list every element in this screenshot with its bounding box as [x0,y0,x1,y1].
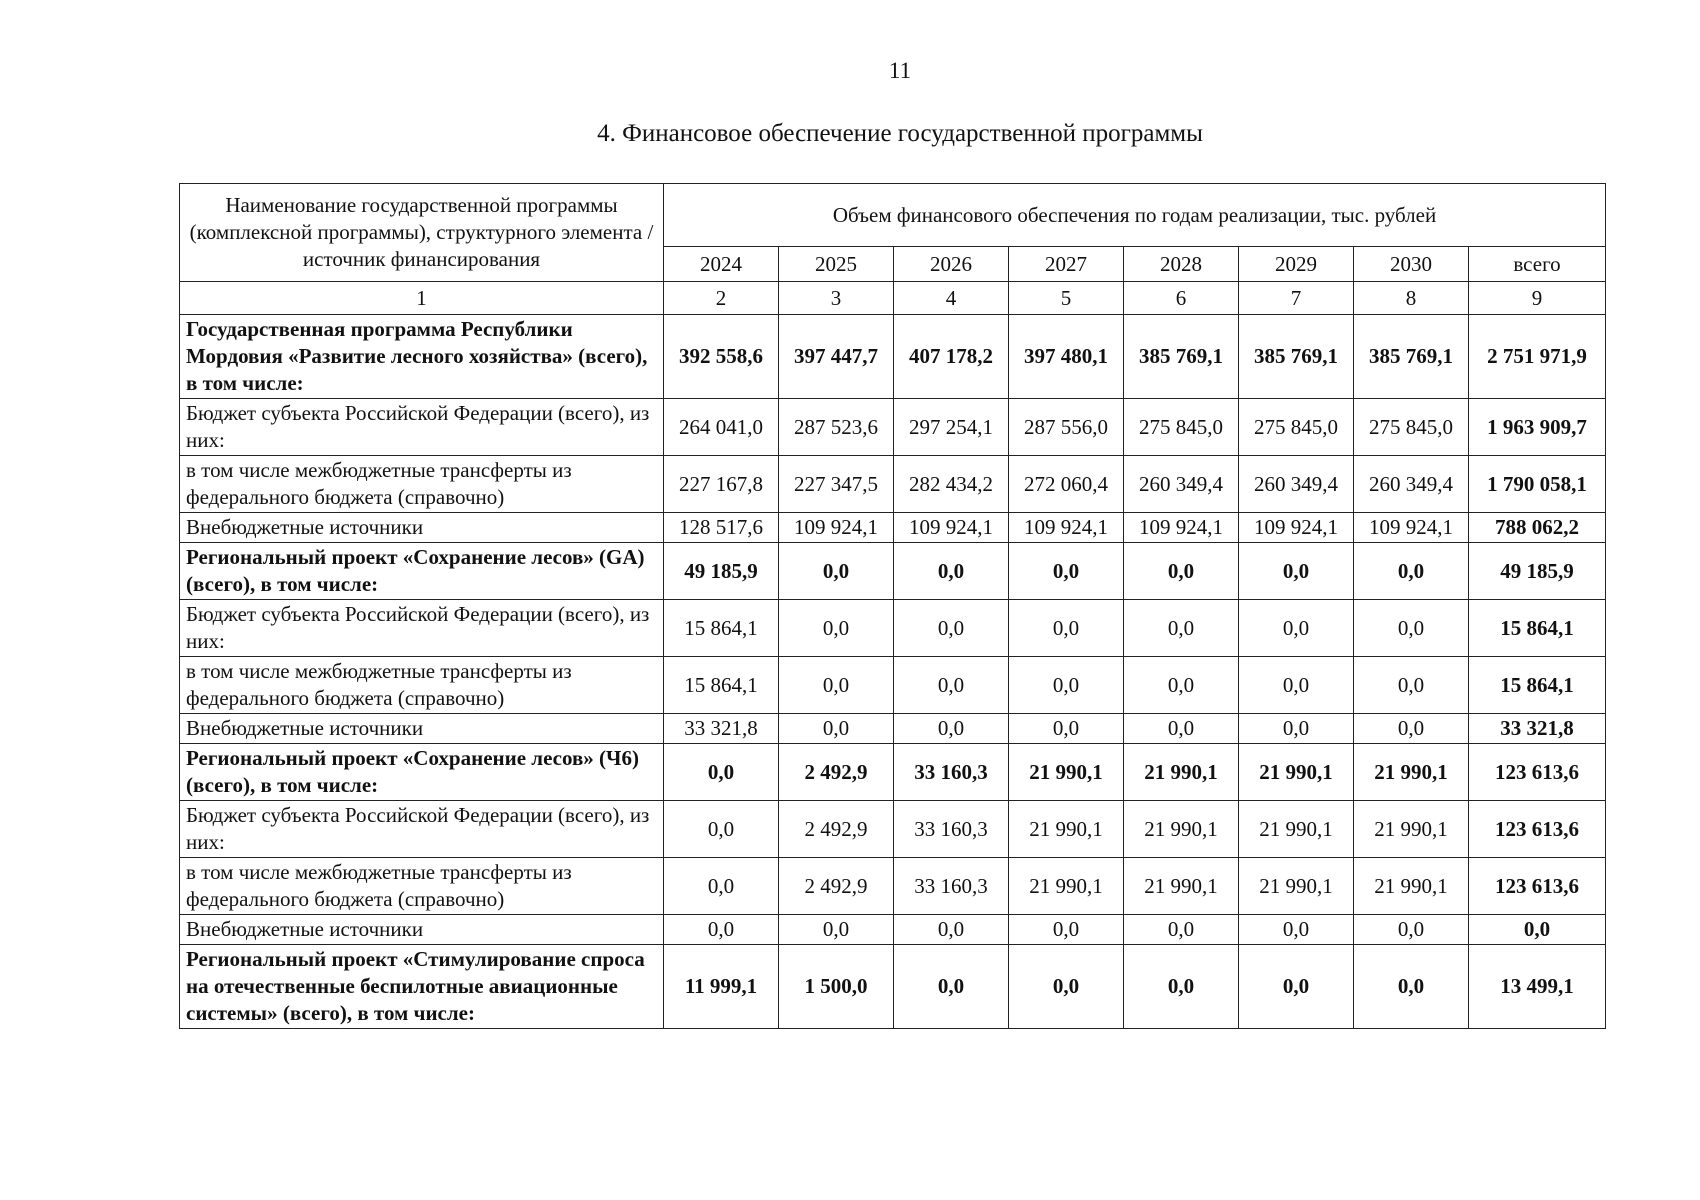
row-year-value: 21 990,1 [1239,801,1354,858]
row-year-value: 0,0 [779,657,894,714]
row-year-value: 227 167,8 [664,456,779,513]
row-year-value: 49 185,9 [664,543,779,600]
column-index: 4 [894,282,1009,315]
row-year-value: 0,0 [1124,714,1239,744]
row-total-value: 2 751 971,9 [1469,315,1606,399]
row-year-value: 0,0 [1009,657,1124,714]
financing-table [179,183,1606,1029]
row-year-value: 109 924,1 [894,513,1009,543]
row-year-value: 21 990,1 [1009,744,1124,801]
row-year-value: 33 160,3 [894,744,1009,801]
row-year-value: 109 924,1 [1009,513,1124,543]
table-row [180,915,1606,945]
row-year-value: 0,0 [1354,543,1469,600]
column-index: 3 [779,282,894,315]
header-year: 2030 [1354,247,1469,282]
row-total-value: 123 613,6 [1469,858,1606,915]
header-total: всего [1469,247,1606,282]
table-row [180,945,1606,1029]
table-row [180,315,1606,399]
header-volume-column: Объем финансового обеспечения по годам реализации, тыс. рублей [664,184,1606,247]
row-year-value: 21 990,1 [1354,858,1469,915]
row-year-value: 397 447,7 [779,315,894,399]
header-year: 2027 [1009,247,1124,282]
row-year-value: 272 060,4 [1009,456,1124,513]
row-name: Региональный проект «Сохранение лесов» (GA) (всего), в том числе: [180,543,664,600]
row-year-value: 0,0 [1354,600,1469,657]
row-year-value: 21 990,1 [1009,801,1124,858]
row-total-value: 49 185,9 [1469,543,1606,600]
row-year-value: 0,0 [894,714,1009,744]
row-year-value: 0,0 [664,744,779,801]
row-year-value: 21 990,1 [1354,744,1469,801]
row-total-value: 13 499,1 [1469,945,1606,1029]
row-name: в том числе межбюджетные трансферты из федерального бюджета (справочно) [180,657,664,714]
row-year-value: 21 990,1 [1124,744,1239,801]
row-name: Внебюджетные источники [180,513,664,543]
row-year-value: 0,0 [779,714,894,744]
column-index: 5 [1009,282,1124,315]
row-year-value: 15 864,1 [664,600,779,657]
column-index: 8 [1354,282,1469,315]
row-year-value: 260 349,4 [1124,456,1239,513]
row-year-value: 0,0 [1124,543,1239,600]
row-name: в том числе межбюджетные трансферты из федерального бюджета (справочно) [180,456,664,513]
row-year-value: 11 999,1 [664,945,779,1029]
header-year: 2028 [1124,247,1239,282]
row-name: Бюджет субъекта Российской Федерации (всего), из них: [180,801,664,858]
row-name: Государственная программа Республики Мордовия «Развитие лесного хозяйства» (всего), в том числе: [180,315,664,399]
row-year-value: 0,0 [1354,657,1469,714]
row-total-value: 788 062,2 [1469,513,1606,543]
header-year: 2029 [1239,247,1354,282]
row-year-value: 0,0 [779,600,894,657]
section-title: 4. Финансовое обеспечение государственной программы [597,120,1203,147]
row-name: в том числе межбюджетные трансферты из федерального бюджета (справочно) [180,858,664,915]
row-total-value: 15 864,1 [1469,600,1606,657]
row-year-value: 109 924,1 [779,513,894,543]
row-name: Региональный проект «Стимулирование спроса на отечественные беспилотные авиационные системы» (всего), в том числе: [180,945,664,1029]
row-year-value: 264 041,0 [664,399,779,456]
row-total-value: 15 864,1 [1469,657,1606,714]
row-year-value: 385 769,1 [1354,315,1469,399]
row-year-value: 0,0 [894,600,1009,657]
header-name-column: Наименование государственной программы (комплексной программы), структурного элемента / источник финансирования [180,184,664,282]
row-year-value: 0,0 [779,915,894,945]
row-year-value: 0,0 [664,858,779,915]
row-year-value: 21 990,1 [1009,858,1124,915]
row-year-value: 33 160,3 [894,801,1009,858]
row-year-value: 0,0 [664,801,779,858]
row-year-value: 21 990,1 [1239,858,1354,915]
row-year-value: 128 517,6 [664,513,779,543]
row-year-value: 397 480,1 [1009,315,1124,399]
table-row [180,801,1606,858]
row-total-value: 123 613,6 [1469,801,1606,858]
row-year-value: 0,0 [1009,543,1124,600]
table-row [180,399,1606,456]
row-year-value: 21 990,1 [1354,801,1469,858]
row-year-value: 275 845,0 [1124,399,1239,456]
column-index: 2 [664,282,779,315]
row-year-value: 0,0 [1239,945,1354,1029]
header-year: 2026 [894,247,1009,282]
row-year-value: 282 434,2 [894,456,1009,513]
row-year-value: 0,0 [779,543,894,600]
row-year-value: 260 349,4 [1354,456,1469,513]
row-name: Бюджет субъекта Российской Федерации (всего), из них: [180,600,664,657]
row-year-value: 297 254,1 [894,399,1009,456]
column-index: 6 [1124,282,1239,315]
table-row [180,858,1606,915]
row-year-value: 0,0 [664,915,779,945]
column-index: 7 [1239,282,1354,315]
row-year-value: 109 924,1 [1354,513,1469,543]
row-total-value: 1 963 909,7 [1469,399,1606,456]
row-year-value: 21 990,1 [1124,801,1239,858]
row-year-value: 392 558,6 [664,315,779,399]
row-year-value: 0,0 [1354,915,1469,945]
column-index-row [180,282,1606,315]
row-year-value: 0,0 [1124,600,1239,657]
row-year-value: 0,0 [1239,714,1354,744]
row-year-value: 385 769,1 [1239,315,1354,399]
row-year-value: 0,0 [1239,600,1354,657]
row-year-value: 0,0 [1124,915,1239,945]
row-year-value: 275 845,0 [1354,399,1469,456]
column-index: 1 [180,282,664,315]
row-year-value: 0,0 [1239,915,1354,945]
row-year-value: 109 924,1 [1239,513,1354,543]
row-year-value: 0,0 [894,657,1009,714]
table-row [180,657,1606,714]
row-year-value: 0,0 [1009,945,1124,1029]
row-total-value: 1 790 058,1 [1469,456,1606,513]
row-year-value: 385 769,1 [1124,315,1239,399]
row-year-value: 33 321,8 [664,714,779,744]
row-year-value: 0,0 [1239,543,1354,600]
row-year-value: 1 500,0 [779,945,894,1029]
table-row [180,714,1606,744]
row-year-value: 0,0 [1124,657,1239,714]
row-year-value: 287 556,0 [1009,399,1124,456]
row-year-value: 0,0 [894,945,1009,1029]
row-year-value: 2 492,9 [779,801,894,858]
row-year-value: 0,0 [1009,714,1124,744]
row-year-value: 2 492,9 [779,858,894,915]
row-year-value: 275 845,0 [1239,399,1354,456]
table-row [180,513,1606,543]
row-name: Внебюджетные источники [180,714,664,744]
table-row [180,744,1606,801]
row-year-value: 0,0 [1124,945,1239,1029]
row-year-value: 0,0 [894,543,1009,600]
header-year: 2025 [779,247,894,282]
row-year-value: 109 924,1 [1124,513,1239,543]
row-name: Региональный проект «Сохранение лесов» (Ч6) (всего), в том числе: [180,744,664,801]
row-year-value: 33 160,3 [894,858,1009,915]
row-year-value: 407 178,2 [894,315,1009,399]
row-name: Внебюджетные источники [180,915,664,945]
table-row [180,456,1606,513]
row-year-value: 21 990,1 [1239,744,1354,801]
row-year-value: 0,0 [894,915,1009,945]
page-number: 11 [888,58,912,83]
row-year-value: 0,0 [1009,915,1124,945]
header-year: 2024 [664,247,779,282]
row-year-value: 0,0 [1354,714,1469,744]
table-row [180,543,1606,600]
row-year-value: 0,0 [1009,600,1124,657]
row-year-value: 21 990,1 [1124,858,1239,915]
row-year-value: 0,0 [1354,945,1469,1029]
row-year-value: 2 492,9 [779,744,894,801]
row-total-value: 33 321,8 [1469,714,1606,744]
row-year-value: 287 523,6 [779,399,894,456]
column-index: 9 [1469,282,1606,315]
row-year-value: 0,0 [1239,657,1354,714]
row-total-value: 123 613,6 [1469,744,1606,801]
row-year-value: 15 864,1 [664,657,779,714]
table-row [180,600,1606,657]
row-total-value: 0,0 [1469,915,1606,945]
row-year-value: 227 347,5 [779,456,894,513]
row-name: Бюджет субъекта Российской Федерации (всего), из них: [180,399,664,456]
row-year-value: 260 349,4 [1239,456,1354,513]
